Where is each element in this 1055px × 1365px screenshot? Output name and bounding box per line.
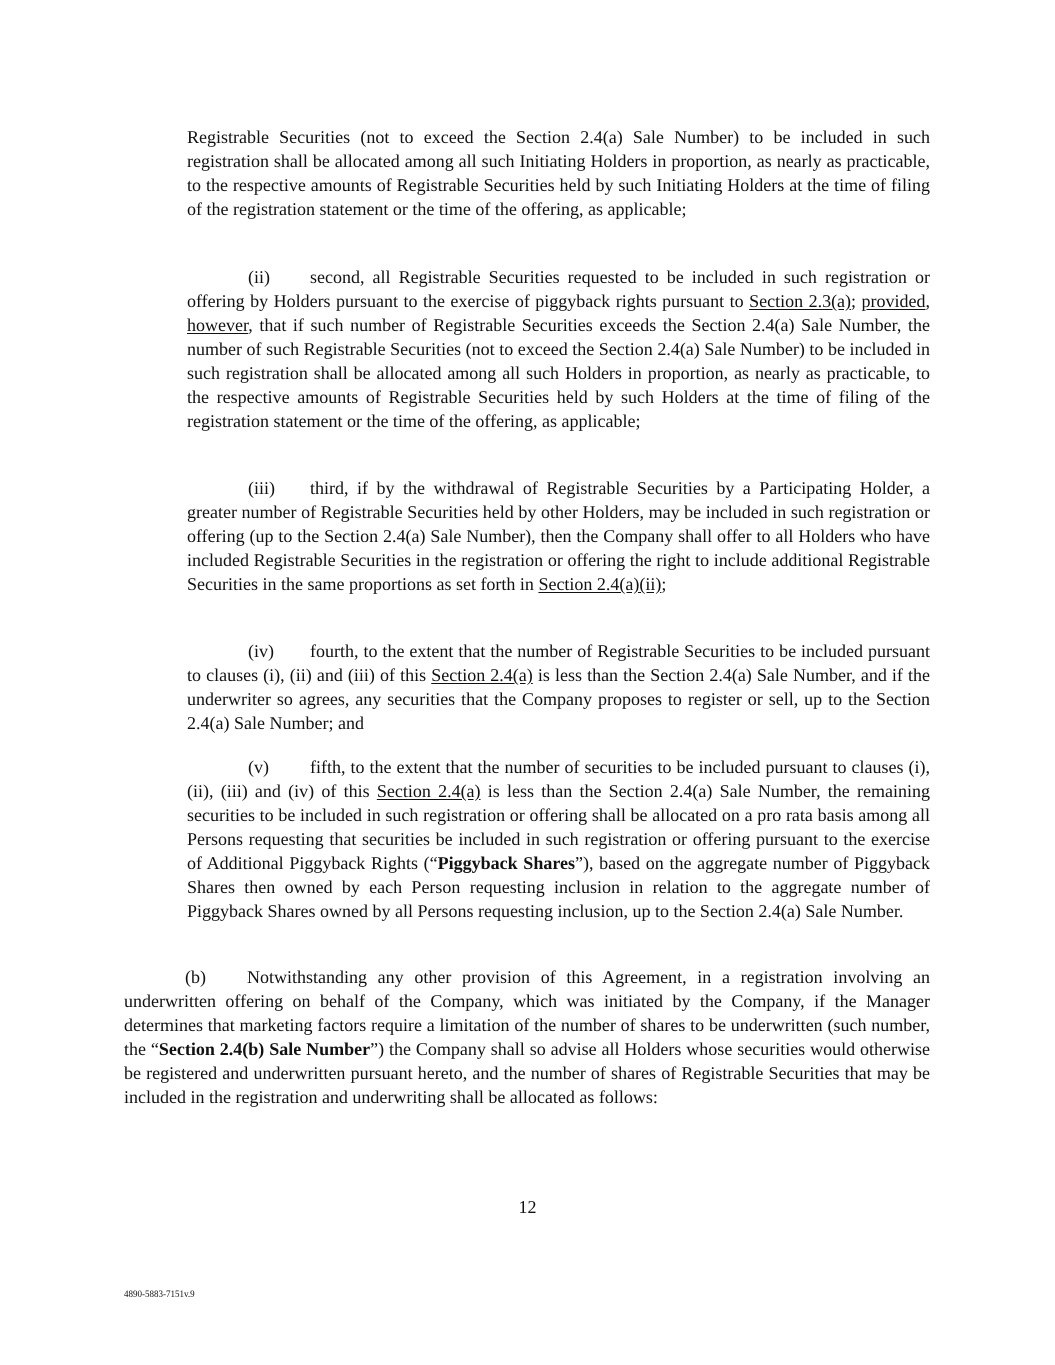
clause-text: , that if such number of Registrable Securities exceeds the Section 2.4(a) Sale Number, the number of such Registrable Securities (not to exceed the Section 2.4(a) Sale Number) to be included in such registration shall be allocated among all such Holders in proportion, as nearly as practicable, to the respective amounts of Registrable Securities held by such Holders at the time of filing of the registration statement or the time of the offering, as applicable;: [187, 315, 930, 431]
clause-iv: [187, 639, 930, 735]
subsection-number: (b): [185, 967, 206, 987]
clause-text: second, all Registrable Securities requested to be included in such registration or offering by Holders pursuant to the exercise of piggyback rights pursuant to: [187, 267, 930, 311]
clause-number: (iii): [248, 478, 275, 498]
defined-term: Section 2.4(b) Sale Number: [158, 1039, 371, 1059]
clause-iii: [187, 476, 930, 596]
defined-term: Piggyback Shares: [437, 853, 575, 873]
clause-ii: [187, 265, 930, 433]
clause-text: third, if by the withdrawal of Registrable Securities by a Participating Holder, a greater number of Registrable Securities held by other Holders, may be included in such registration or offering (up to the Section 2.4(a) Sale Number), then the Company shall offer to all Holders who have included Registrable Securities in the registration or offering the right to include additional Registrable Securities in the same proportions as set forth in: [187, 478, 930, 594]
paragraph-text: Registrable Securities (not to exceed the Section 2.4(a) Sale Number) to be included in such registration shall be allocated among all such Initiating Holders in proportion, as nearly as practicable, to the respective amounts of Registrable Securities held by such Initiating Holders at the time of filing of the registration statement or the time of the offering, as applicable;: [187, 127, 930, 219]
clause-v: [187, 755, 930, 923]
clause-text: fifth, to the extent that the number of securities to be included pursuant to clauses (i), (ii), (iii) and (iv) of this: [187, 757, 930, 801]
section-reference: Section 2.3(a): [749, 291, 852, 311]
document-id: 4890-5883-7151v.9: [124, 1289, 195, 1299]
clause-number: (iv): [248, 641, 274, 661]
subsection-b: [124, 965, 930, 1109]
clause-text: ,: [925, 291, 930, 311]
clause-text: ;: [661, 574, 667, 594]
clause-text: ;: [851, 291, 862, 311]
clause-text: is less than the Section 2.4(a) Sale Number, and if the underwriter so agrees, any securities that the Company proposes to register or sell, up to the Section 2.4(a) Sale Number; and: [187, 665, 931, 733]
paragraph-continuation: [187, 125, 930, 221]
clause-text: ”), based on the aggregate number of Piggyback Shares then owned by each Person requesting inclusion in relation to the aggregate number of Piggyback Shares owned by all Persons requesting inclusion, up to the Section 2.4(a) Sale Number.: [187, 853, 931, 921]
provided-term: provided: [861, 291, 926, 311]
clause-text: fourth, to the extent that the number of Registrable Securities to be included pursuant to clauses (i), (ii) and (iii) of this: [187, 641, 930, 685]
however-term: however: [187, 315, 249, 335]
section-reference: Section 2.4(a)(ii): [538, 574, 662, 594]
section-reference: Section 2.4(a): [431, 665, 533, 685]
clause-text: is less than the Section 2.4(a) Sale Number, the remaining securities to be included in such registration or offering shall be allocated on a pro rata basis among all Persons requesting that securities be included in such registration or offering pursuant to the exercise of Additional Piggyback Rights (“: [187, 781, 931, 873]
clause-number: (v): [248, 757, 269, 777]
subsection-text: Notwithstanding any other provision of this Agreement, in a registration involving an underwritten offering on behalf of the Company, which was initiated by the Company, if the Manager determines that marketing factors require a limitation of the number of shares to be underwritten (such number, the “: [124, 967, 930, 1059]
clause-number: (ii): [248, 267, 270, 287]
subsection-text: ”) the Company shall so advise all Holders whose securities would otherwise be registered and underwritten pursuant hereto, and the number of shares of Registrable Securities that may be included in the registration and underwriting shall be allocated as follows:: [124, 1039, 930, 1107]
section-reference: Section 2.4(a): [376, 781, 481, 801]
page-number: 12: [518, 1197, 537, 1217]
